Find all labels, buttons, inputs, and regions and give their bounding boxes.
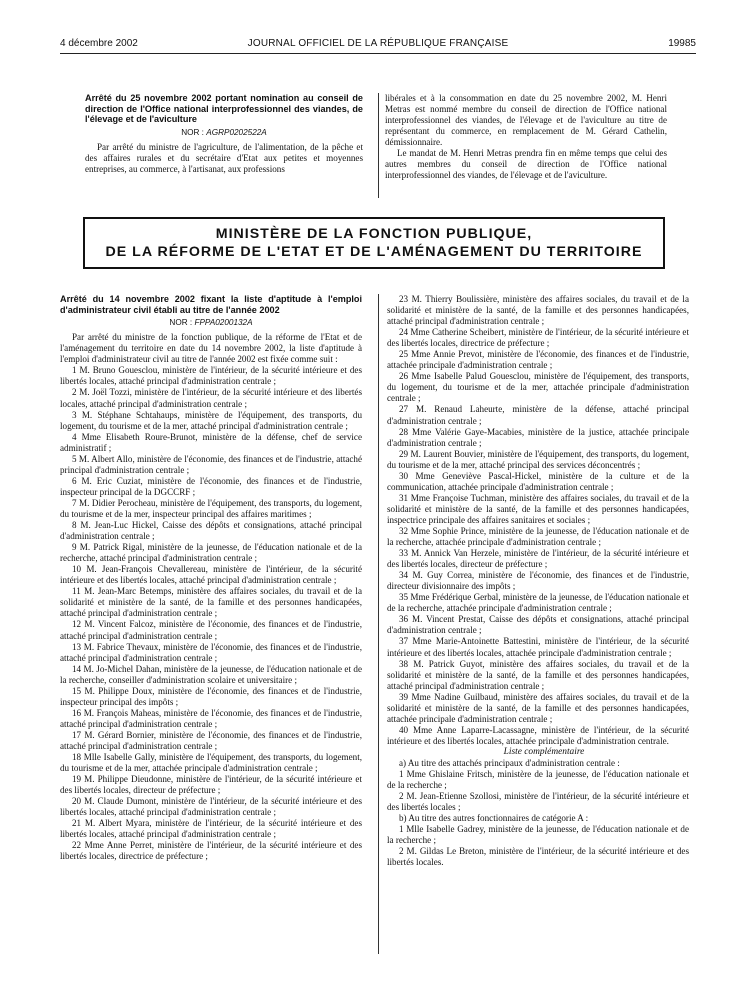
nor-label: NOR : bbox=[181, 127, 204, 137]
list-item: 1 Mme Ghislaine Fritsch, ministère de la jeunesse, de l'éducation nationale et de la recherche ; bbox=[387, 769, 689, 791]
list-item: 7 M. Didier Perocheau, ministère de l'équipement, des transports, du logement, du tourisme et de la mer, inspecteur principal des affaires maritimes ; bbox=[60, 497, 362, 519]
top-article-right-column bbox=[385, 93, 667, 181]
list-item: 19 M. Philippe Dieudonne, ministère de l'intérieur, de la sécurité intérieure et des libertés locales, directeur de préfecture ; bbox=[60, 774, 362, 796]
article-right-column bbox=[387, 294, 689, 868]
list-item: 18 Mlle Isabelle Gally, ministère de l'équipement, des transports, du logement, du tourisme et de la mer, attachée principale d'administration centrale ; bbox=[60, 752, 362, 774]
list-item: 2 M. Gildas Le Breton, ministère de l'intérieur, de la sécurité intérieure et des libertés locales. bbox=[387, 846, 689, 868]
ministry-banner bbox=[83, 217, 665, 269]
list-item: 32 Mme Sophie Prince, ministère de la jeunesse, de l'éducation nationale et de la recherche, attachée principale d'administration centrale ; bbox=[387, 525, 689, 548]
top-article-title: Arrêté du 25 novembre 2002 portant nomination au conseil de direction de l'Office national interprofessionnel des viandes, de l'élevage et de l'aviculture bbox=[85, 93, 363, 125]
list-item: 25 Mme Annie Prevot, ministère de l'économie, des finances et de l'industrie, attachée principale d'administration centrale ; bbox=[387, 349, 689, 371]
list-item: 2 M. Joël Tozzi, ministère de l'intérieur, de la sécurité intérieure et des libertés locales, attaché principal d'administration centrale ; bbox=[60, 387, 362, 409]
list-item: 39 Mme Nadine Guilbaud, ministère des affaires sociales, du travail et de la solidarité et ministère de la santé, de la famille et des personnes handicapées, attachée principale d'administration centrale ; bbox=[387, 691, 689, 724]
column-divider bbox=[378, 93, 379, 198]
list-item: 20 M. Claude Dumont, ministère de l'intérieur, de la sécurité intérieure et des libertés locales, attaché principal d'administration centrale ; bbox=[60, 796, 362, 818]
list-item: 33 M. Annick Van Herzele, ministère de l'intérieur, de la sécurité intérieure et des libertés locales, directeur de préfecture ; bbox=[387, 548, 689, 570]
list-item: 36 M. Vincent Prestat, Caisse des dépôts et consignations, attaché principal d'administration centrale ; bbox=[387, 614, 689, 636]
list-item: 15 M. Philippe Doux, ministère de l'économie, des finances et de l'industrie, inspecteur principal des impôts ; bbox=[60, 685, 362, 707]
top-article-paragraph-start: Par arrêté du ministre de l'agriculture, de l'alimentation, de la pêche et des affaires rurales et du secrétaire d'Etat aux petites et moyennes entreprises, au commerce, à l'artisanat, aux professions bbox=[85, 141, 363, 174]
journal-title: JOURNAL OFFICIEL DE LA RÉPUBLIQUE FRANÇAISE bbox=[247, 38, 509, 49]
article-left-column bbox=[60, 294, 362, 862]
top-article-paragraph-2: Le mandat de M. Henri Metras prendra fin en même temps que celui des autres membres du conseil de direction de l'Office national interprofessionnel des viandes, de l'élevage et de l'aviculture. bbox=[385, 148, 667, 181]
list-item: 24 Mme Catherine Scheibert, ministère de l'intérieur, de la sécurité intérieure et des libertés locales, directrice de préfecture ; bbox=[387, 327, 689, 349]
list-item: 23 M. Thierry Boulissière, ministère des affaires sociales, du travail et de la solidarité et ministère de la santé, de la famille et des personnes handicapées, attaché principal d'administration centrale ; bbox=[387, 294, 689, 327]
list-item: 16 M. François Maheas, ministère de l'économie, des finances et de l'industrie, attaché principal d'administration centrale ; bbox=[60, 707, 362, 729]
article-intro: Par arrêté du ministre de la fonction publique, de la réforme de l'Etat et de l'aménagement du territoire en date du 14 novembre 2002, la liste d'aptitude à l'emploi d'administrateur civil au titre de l'année 2002 est fixée comme suit : bbox=[60, 332, 362, 365]
column-divider bbox=[378, 294, 379, 954]
list-item: 10 M. Jean-François Chevallereau, ministère de l'intérieur, de la sécurité intérieure et des libertés locales, attaché principal d'administration centrale ; bbox=[60, 564, 362, 586]
list-item: 29 M. Laurent Bouvier, ministère de l'équipement, des transports, du logement, du tourisme et de la mer, attaché principal des services déconcentrés ; bbox=[387, 448, 689, 470]
list-item: 40 Mme Anne Laparre-Lacassagne, ministère de l'intérieur, de la sécurité intérieure et des libertés locales, attachée principale d'administration centrale. bbox=[387, 724, 689, 746]
list-item: 28 Mme Valérie Gaye-Macabies, ministère de la justice, attachée principale d'administration centrale ; bbox=[387, 426, 689, 448]
top-article-paragraph-continued: libérales et à la consommation en date du 25 novembre 2002, M. Henri Metras est nommé membre du conseil de direction de l'Office national interprofessionnel des viandes, de l'élevage et de l'aviculture au titre de représentant du commerce, en remplacement de M. Gérard Cathelin, démissionnaire. bbox=[385, 93, 667, 148]
list-item: 9 M. Patrick Rigal, ministère de la jeunesse, de l'éducation nationale et de la recherche, attaché principal d'administration centrale ; bbox=[60, 542, 362, 564]
list-item: 1 Mlle Isabelle Gadrey, ministère de la jeunesse, de l'éducation nationale et de la recherche ; bbox=[387, 824, 689, 846]
list-item: 12 M. Vincent Falcoz, ministère de l'économie, des finances et de l'industrie, attaché principal d'administration centrale ; bbox=[60, 619, 362, 641]
list-item: 17 M. Gérard Bornier, ministère de l'économie, des finances et de l'industrie, attaché principal d'administration centrale ; bbox=[60, 729, 362, 751]
list-item: 30 Mme Geneviève Pascal-Hickel, ministère de la culture et de la communication, attachée principale d'administration centrale ; bbox=[387, 470, 689, 492]
aptitude-list-left bbox=[60, 365, 362, 862]
list-item: 2 M. Jean-Etienne Szollosi, ministère de l'intérieur, de la sécurité intérieure et des libertés locales ; bbox=[387, 791, 689, 813]
list-item: 4 Mme Elisabeth Roure-Brunot, ministère de la défense, chef de service administratif ; bbox=[60, 431, 362, 453]
article-nor bbox=[60, 317, 362, 328]
nor-label: NOR : bbox=[169, 318, 193, 328]
list-item: 13 M. Fabrice Thevaux, ministère de l'économie, des finances et de l'industrie, attaché principal d'administration centrale ; bbox=[60, 641, 362, 663]
header-date: 4 décembre 2002 bbox=[60, 38, 138, 49]
nor-code: FPPA0200132A bbox=[194, 318, 253, 328]
list-item: 11 M. Jean-Marc Betemps, ministère des affaires sociales, du travail et de la solidarité et ministère de la santé, de la famille et des personnes handicapées, attaché principal d'administration centrale ; bbox=[60, 586, 362, 619]
list-item: 38 M. Patrick Guyot, ministère des affaires sociales, du travail et de la solidarité et ministère de la santé, de la famille et des personnes handicapées, attaché principal d'administration centrale ; bbox=[387, 658, 689, 691]
list-item: 8 M. Jean-Luc Hickel, Caisse des dépôts et consignations, attaché principal d'administration centrale ; bbox=[60, 520, 362, 542]
list-item: 6 M. Eric Cuziat, ministère de l'économie, des finances et de l'industrie, inspecteur principal de la DGCCRF ; bbox=[60, 475, 362, 497]
ministry-line-2: DE LA RÉFORME DE L'ETAT ET DE L'AMÉNAGEMENT DU TERRITOIRE bbox=[105, 244, 643, 260]
list-item: 34 M. Guy Correa, ministère de l'économie, des finances et de l'industrie, directeur divisionnaire des impôts ; bbox=[387, 570, 689, 592]
list-item: 27 M. Renaud Laheurte, ministère de la défense, attaché principal d'administration centrale ; bbox=[387, 404, 689, 426]
list-item: 1 M. Bruno Gouesclou, ministère de l'intérieur, de la sécurité intérieure et des libertés locales, attaché principal d'administration centrale ; bbox=[60, 365, 362, 387]
nor-code: AGRP0202522A bbox=[206, 127, 267, 137]
article-title: Arrêté du 14 novembre 2002 fixant la liste d'aptitude à l'emploi d'administrateur civil établi au titre de l'année 2002 bbox=[60, 294, 362, 315]
list-item: 31 Mme Françoise Tuchman, ministère des affaires sociales, du travail et de la solidarité et ministère de la santé, de la famille et des personnes handicapées, inspectrice principale des affaires sanitaires et sociales ; bbox=[387, 492, 689, 525]
list-item: 35 Mme Frédérique Gerbal, ministère de la jeunesse, de l'éducation nationale et de la recherche, attachée principale d'administration centrale ; bbox=[387, 592, 689, 614]
top-article-left-column bbox=[85, 93, 363, 175]
section-b-list bbox=[387, 824, 689, 868]
list-item: 3 M. Stéphane Schtahaups, ministère de l'équipement, des transports, du logement, du tourisme et de la mer, attaché principal d'administration centrale ; bbox=[60, 409, 362, 431]
section-a-heading: a) Au titre des attachés principaux d'administration centrale : bbox=[399, 757, 620, 768]
list-item: 14 M. Jo-Michel Dahan, ministère de la jeunesse, de l'éducation nationale et de la recherche, conseiller d'administration scolaire et universitaire ; bbox=[60, 663, 362, 685]
list-item: 26 Mme Isabelle Palud Gouesclou, ministère de l'équipement, des transports, du logement, du tourisme et de la mer, attachée principale d'administration centrale ; bbox=[387, 371, 689, 404]
header-rule bbox=[60, 53, 696, 54]
top-article-nor bbox=[85, 127, 363, 138]
ministry-line-1: MINISTÈRE DE LA FONCTION PUBLIQUE, bbox=[215, 226, 533, 242]
list-item: 5 M. Albert Allo, ministère de l'économie, des finances et de l'industrie, attaché principal d'administration centrale ; bbox=[60, 453, 362, 475]
section-a-list bbox=[387, 769, 689, 813]
section-b-heading: b) Au titre des autres fonctionnaires de catégorie A : bbox=[399, 813, 589, 824]
aptitude-list-right bbox=[387, 294, 689, 747]
complementary-list-heading: Liste complémentaire bbox=[503, 746, 585, 757]
page-number: 19985 bbox=[668, 38, 696, 49]
list-item: 37 Mme Marie-Antoinette Battestini, ministère de l'intérieur, de la sécurité intérieure et des libertés locales, attachée principale d'administration centrale ; bbox=[387, 636, 689, 658]
page-header bbox=[60, 38, 696, 54]
list-item: 22 Mme Anne Perret, ministère de l'intérieur, de la sécurité intérieure et des libertés locales, directrice de préfecture ; bbox=[60, 840, 362, 862]
list-item: 21 M. Albert Myara, ministère de l'intérieur, de la sécurité intérieure et des libertés locales, attaché principal d'administration centrale ; bbox=[60, 818, 362, 840]
